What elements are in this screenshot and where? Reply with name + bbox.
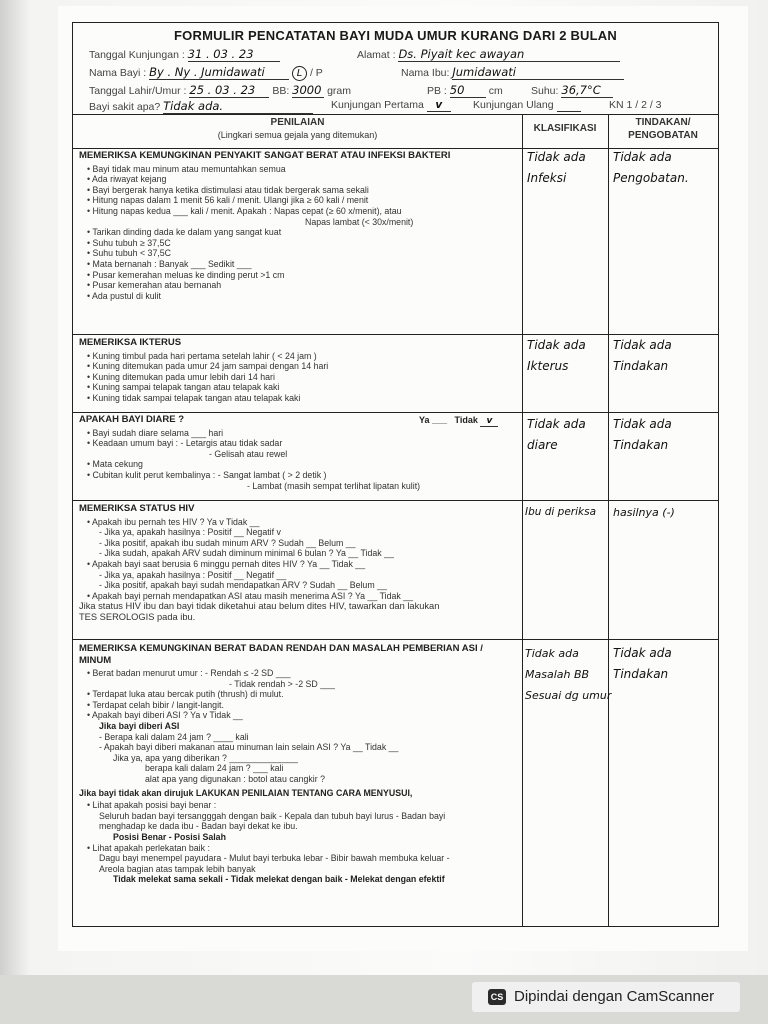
s4-line: • Apakah bayi pernah mendapatkan ASI atau masih menerima ASI ? Ya __ Tidak __ xyxy=(87,590,414,601)
s3-treatment-line: Tidak ada xyxy=(613,417,672,431)
first-visit-row xyxy=(331,99,451,112)
s5-line: Areola bagian atas tampak lebih banyak xyxy=(99,863,256,874)
diarrhea-yes-no xyxy=(419,415,498,427)
mother-name-value: Jumidawati xyxy=(452,65,624,80)
s5-line: Seluruh badan bayi tersangggah dengan baik - Kepala dan tubuh bayi lurus - Badan bayi xyxy=(99,810,446,821)
s3-line: - Lambat (masih sempat terlihat lipatan kulit) xyxy=(247,480,421,491)
s2-treatment-line: Tidak ada xyxy=(613,338,672,352)
column-divider-klasifikasi xyxy=(522,114,523,926)
kn-label: KN 1 / 2 / 3 xyxy=(609,99,662,111)
treatment-header-line-1: TINDAKAN/ xyxy=(635,117,691,128)
s5-line: menghadap ke dada ibu - Badan bayi dekat ke ibu. xyxy=(99,821,298,832)
s1-classification-line: Infeksi xyxy=(527,171,567,185)
length-unit: cm xyxy=(488,85,503,97)
kn-row xyxy=(609,99,662,111)
s1-line: • Tarikan dinding dada ke dalam yang sangat kuat xyxy=(87,227,282,238)
form-title: FORMULIR PENCATATAN BAYI MUDA UMUR KURANG DARI 2 BULAN xyxy=(174,28,617,43)
length-row xyxy=(427,83,503,98)
s2-classification-line: Ikterus xyxy=(527,359,569,373)
s5-line: • Berat badan menurut umur : - Rendah ≤ -2 SD ___ xyxy=(87,668,291,678)
s5-line: • Apakah bayi diberi ASI ? Ya v Tidak __ xyxy=(87,710,243,721)
column-divider-tindakan xyxy=(608,114,609,926)
baby-name-value: By . Ny . Jumidawati xyxy=(149,65,289,80)
section-divider-2 xyxy=(73,412,718,413)
section-low-weight-feeding xyxy=(79,643,517,885)
s3-classification xyxy=(527,414,586,456)
follow-up-row xyxy=(473,99,581,112)
s5-line: - Apakah bayi diberi makanan atau minuman lain selain ASI ? Ya __ Tidak __ xyxy=(99,742,399,753)
s5-classification-line: Masalah BB xyxy=(525,668,590,681)
s2-treatment-line: Tindakan xyxy=(613,359,669,373)
s2-line: • Kuning timbul pada hari pertama setelah lahir ( < 24 jam ) xyxy=(87,350,317,361)
s1-classification-line: Tidak ada xyxy=(527,150,586,164)
s3-treatment xyxy=(613,414,672,456)
s4-line: - Jika ya, apakah hasilnya : Positif __ Negatif __ xyxy=(99,569,287,580)
length-value: 50 xyxy=(450,83,486,98)
s4-line: - Jika sudah, apakah ARV sudah diminum minimal 6 bulan ? Ya __ Tidak __ xyxy=(99,548,394,559)
classification-header: KLASIFIKASI xyxy=(533,123,597,134)
s5-line: Jika bayi diberi ASI xyxy=(99,720,180,731)
section-bacterial-infection xyxy=(79,151,517,301)
birth-date-row xyxy=(89,83,351,98)
s3-line: - Gelisah atau rewel xyxy=(209,448,288,459)
s5-line: • Terdapat celah bibir / langit-langit. xyxy=(87,699,224,710)
s1-treatment-line: Pengobatan. xyxy=(613,171,689,185)
s4-treatment xyxy=(613,502,675,523)
address-value: Ds. Piyait kec awayan xyxy=(398,47,620,62)
form-sheet xyxy=(72,22,719,927)
s3-line: • Mata cekung xyxy=(87,459,143,470)
s5-line: Posisi Benar - Posisi Salah xyxy=(113,831,226,842)
s2-classification xyxy=(527,335,586,377)
s1-line: • Suhu tubuh ≥ 37,5C xyxy=(87,237,171,248)
follow-up-blank xyxy=(557,99,581,112)
first-visit-label: Kunjungan Pertama xyxy=(331,99,424,111)
s4-line: - Jika positif, apakah bayi sudah mendapatkan ARV ? Sudah __ Belum __ xyxy=(99,580,387,591)
visit-date-label: Tanggal Kunjungan : xyxy=(89,49,185,61)
assessment-column-header xyxy=(73,117,522,140)
section-divider-4 xyxy=(73,639,718,640)
s1-line: • Bayi tidak mau minum atau memuntahkan semua xyxy=(87,163,286,174)
s1-line: • Mata bernanah : Banyak ___ Sedikit ___ xyxy=(87,258,252,269)
header-divider xyxy=(73,114,718,115)
mother-name-label: Nama Ibu: xyxy=(401,67,450,79)
s4-treatment-line: hasilnya (-) xyxy=(613,506,675,519)
visit-date-value: 31 . 03 . 23 xyxy=(188,47,280,62)
mother-name-row xyxy=(401,65,624,80)
s5-line: • Lihat apakah perlekatan baik : xyxy=(87,842,210,853)
s5-classification-line: Sesuai dg umur xyxy=(525,689,612,702)
diarrhea-no-mark: v xyxy=(480,416,498,427)
s3-line: • Cubitan kulit perut kembalinya : - Sangat lambat ( > 2 detik ) xyxy=(87,469,327,480)
illness-row xyxy=(89,99,313,114)
s1-line: • Ada riwayat kejang xyxy=(87,174,167,185)
s1-treatment-line: Tidak ada xyxy=(613,150,672,164)
s2-line: • Kuning sampai telapak tangan atau telapak kaki xyxy=(87,382,280,393)
s5-line: Tidak melekat sama sekali - Tidak melekat dengan baik - Melekat dengan efektif xyxy=(113,874,445,885)
section-jaundice xyxy=(79,338,517,404)
diarrhea-yes-label: Ya ___ xyxy=(419,415,448,425)
sex-suffix: / P xyxy=(309,67,323,79)
s4-classification xyxy=(525,502,596,523)
s2-line: • Kuning tidak sampai telapak tangan atau telapak kaki xyxy=(87,392,301,403)
temperature-label: Suhu: xyxy=(531,85,559,97)
s4-line: - Jika ya, apakah hasilnya : Positif __ Negatif v xyxy=(99,527,281,538)
camscanner-logo-icon: CS xyxy=(488,989,506,1005)
s3-line: • Bayi sudah diare selama ___ hari xyxy=(87,427,224,438)
first-visit-mark: v xyxy=(427,99,451,112)
weight-label: BB: xyxy=(272,85,290,97)
s5-line: • Lihat apakah posisi bayi benar : xyxy=(87,800,217,811)
s5-classification xyxy=(525,643,611,706)
address-row xyxy=(357,47,620,62)
s3-treatment-line: Tindakan xyxy=(613,438,669,452)
s1-classification xyxy=(527,147,586,189)
s1-treatment xyxy=(613,147,689,189)
treatment-header-line-2: PENGOBATAN xyxy=(628,130,698,141)
s4-line: - Jika positif, apakah ibu sudah minum ARV ? Sudah __ Belum __ xyxy=(99,537,356,548)
temperature-value: 36,7°C xyxy=(561,83,613,98)
s5-line: Jika bayi tidak akan dirujuk LAKUKAN PENILAIAN TENTANG CARA MENYUSUI, xyxy=(79,787,413,798)
section-4-title: MEMERIKSA STATUS HIV xyxy=(79,503,195,514)
s2-classification-line: Tidak ada xyxy=(527,338,586,352)
s3-classification-line: diare xyxy=(527,438,558,452)
s3-classification-line: Tidak ada xyxy=(527,417,586,431)
weight-unit: gram xyxy=(327,85,352,97)
section-2-title: MEMERIKSA IKTERUS xyxy=(79,337,182,348)
birth-date-value: 25 . 03 . 23 xyxy=(189,83,269,98)
s1-line: • Ada pustul di kulit xyxy=(87,290,161,301)
follow-up-label: Kunjungan Ulang xyxy=(473,99,554,111)
s4-line: TES SEROLOGIS pada ibu. xyxy=(79,611,196,622)
s5-line: alat apa yang digunakan : botol atau cangkir ? xyxy=(145,773,325,784)
illness-label: Bayi sakit apa? xyxy=(89,101,161,113)
s1-line: Napas lambat (< 30x/menit) xyxy=(305,216,414,227)
s1-line: • Pusar kemerahan meluas ke dinding perut >1 cm xyxy=(87,269,285,280)
s5-line: Dagu bayi menempel payudara - Mulut bayi terbuka lebar - Bibir bawah membuka keluar - xyxy=(99,853,450,864)
s5-classification-line: Tidak ada xyxy=(525,647,579,660)
s2-line: • Kuning ditemukan pada umur lebih dari 14 hari xyxy=(87,371,275,382)
s1-line: • Suhu tubuh < 37,5C xyxy=(87,248,172,259)
s5-line: berapa kali dalam 24 jam ? ___ kali xyxy=(145,763,284,774)
assessment-header: PENILAIAN xyxy=(270,117,325,128)
sex-circled: L xyxy=(292,66,307,81)
section-divider-3 xyxy=(73,500,718,501)
s5-line: - Tidak rendah > -2 SD ___ xyxy=(229,678,335,689)
s5-treatment xyxy=(613,643,672,685)
length-label: PB : xyxy=(427,85,447,97)
illness-value: Tidak ada. xyxy=(163,99,313,114)
assessment-subheader: (Lingkari semua gejala yang ditemukan) xyxy=(217,130,378,140)
baby-name-label: Nama Bayi : xyxy=(89,67,147,79)
s4-line: • Apakah bayi saat berusia 6 minggu pernah dites HIV ? Ya __ Tidak __ xyxy=(87,558,366,569)
section-5-title: MEMERIKSA KEMUNGKINAN BERAT BADAN RENDAH DAN MASALAH PEMBERIAN ASI / MINUM xyxy=(79,643,483,666)
camscanner-text: Dipindai dengan CamScanner xyxy=(514,988,715,1005)
diarrhea-no-label: Tidak xyxy=(454,415,478,425)
section-3-title: APAKAH BAYI DIARE ? xyxy=(79,414,185,425)
s5-line: Jika ya, apa yang diberikan ? ______________ xyxy=(113,752,298,763)
address-label: Alamat : xyxy=(357,49,396,61)
treatment-header xyxy=(608,116,718,142)
s5-treatment-line: Tindakan xyxy=(613,667,669,681)
s4-line: • Apakah ibu pernah tes HIV ? Ya v Tidak __ xyxy=(87,516,260,527)
baby-name-row xyxy=(89,65,323,81)
s4-classification-line: Ibu di periksa xyxy=(525,506,597,518)
s3-line: • Keadaan umum bayi : - Letargis atau tidak sadar xyxy=(87,438,283,449)
s4-line: Jika status HIV ibu dan bayi tidak diketahui atau belum dites HIV, tawarkan dan lakukan xyxy=(79,601,440,612)
birth-date-label: Tanggal Lahir/Umur : xyxy=(89,85,187,97)
s1-line: • Bayi bergerak hanya ketika distimulasi atau tidak bergerak sama sekali xyxy=(87,184,369,195)
s2-treatment xyxy=(613,335,672,377)
s1-line: • Pusar kemerahan atau bernanah xyxy=(87,280,222,291)
weight-value: 3000 xyxy=(292,83,324,98)
section-1-title: MEMERIKSA KEMUNGKINAN PENYAKIT SANGAT BERAT ATAU INFEKSI BAKTERI xyxy=(79,150,451,161)
s5-treatment-line: Tidak ada xyxy=(613,646,672,660)
visit-date-row xyxy=(89,47,280,62)
section-hiv-status xyxy=(79,504,517,623)
s5-line: - Berapa kali dalam 24 jam ? ____ kali xyxy=(99,731,249,742)
s1-line: • Hitung napas kedua ___ kali / menit. Apakah : Napas cepat (≥ 60 x/menit), atau xyxy=(87,205,402,216)
s1-line: • Hitung napas dalam 1 menit 56 kali / menit. Ulangi jika ≥ 60 kali / menit xyxy=(87,195,369,206)
s5-line: • Terdapat luka atau bercak putih (thrush) di mulut. xyxy=(87,689,284,700)
s2-line: • Kuning ditemukan pada umur 24 jam sampai dengan 14 hari xyxy=(87,361,329,372)
temperature-row xyxy=(531,83,613,98)
camscanner-watermark xyxy=(472,982,740,1012)
